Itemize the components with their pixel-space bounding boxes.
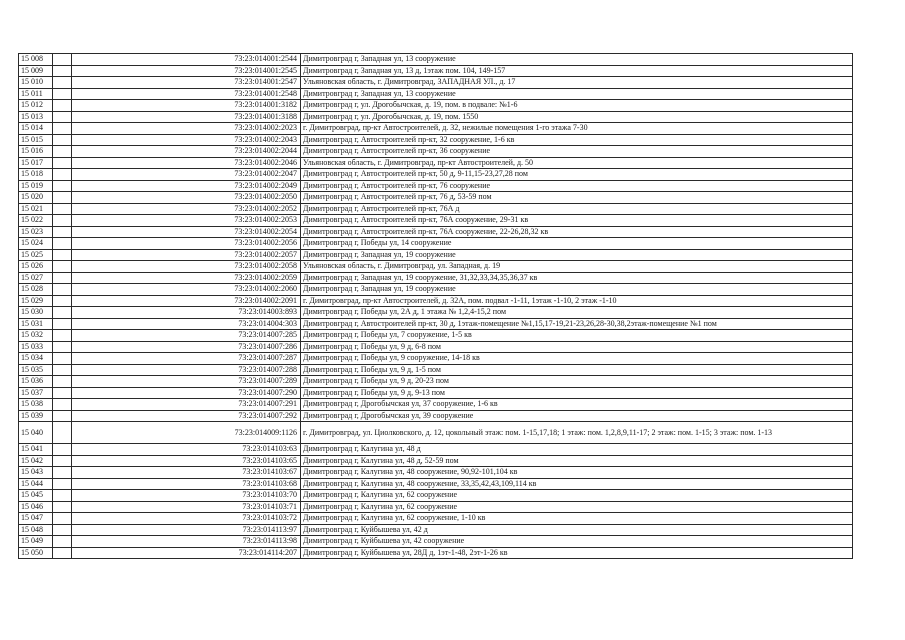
address-cell: Димитровград г, Автостроителей пр-кт, 36 сооружение	[301, 146, 853, 158]
empty-cell	[53, 180, 72, 192]
cadastral-number-cell: 73:23:014007:291	[72, 399, 301, 411]
table-row	[19, 146, 853, 158]
row-number-cell: 15 029	[19, 295, 53, 307]
address-cell: Димитровград г, Победы ул, 9 д, 1-5 пом	[301, 364, 853, 376]
row-number-cell: 15 048	[19, 524, 53, 536]
table-row	[19, 111, 853, 123]
empty-cell	[53, 238, 72, 250]
empty-cell	[53, 387, 72, 399]
table-row	[19, 261, 853, 273]
table-row	[19, 180, 853, 192]
row-number-cell: 15 050	[19, 547, 53, 559]
cadastral-number-cell: 73:23:014103:72	[72, 513, 301, 525]
table-row	[19, 295, 853, 307]
row-number-cell: 15 035	[19, 364, 53, 376]
table-row	[19, 192, 853, 204]
empty-cell	[53, 226, 72, 238]
row-number-cell: 15 032	[19, 330, 53, 342]
row-number-cell: 15 045	[19, 490, 53, 502]
row-number-cell: 15 014	[19, 123, 53, 135]
address-cell: Димитровград г, Автостроителей пр-кт, 76 д, 53-59 пом	[301, 192, 853, 204]
empty-cell	[53, 399, 72, 411]
cadastral-number-cell: 73:23:014001:3188	[72, 111, 301, 123]
table-row	[19, 226, 853, 238]
row-number-cell: 15 025	[19, 249, 53, 261]
table-row	[19, 318, 853, 330]
table-row	[19, 547, 853, 559]
cadastral-number-cell: 73:23:014113:98	[72, 536, 301, 548]
empty-cell	[53, 330, 72, 342]
row-number-cell: 15 031	[19, 318, 53, 330]
address-cell: г. Димитровград, ул. Циолковского, д. 12, цокольный этаж: пом. 1-15,17,18; 1 этаж: пом. 1,2,8,9,11-17; 2 этаж: пом. 1-15; 3 этаж: пом. 1-13	[301, 422, 853, 444]
empty-cell	[53, 444, 72, 456]
row-number-cell: 15 030	[19, 307, 53, 319]
address-cell: Димитровград г, Дрогобычская ул, 37 сооружение, 1-6 кв	[301, 399, 853, 411]
cadastral-number-cell: 73:23:014103:71	[72, 501, 301, 513]
row-number-cell: 15 023	[19, 226, 53, 238]
cadastral-number-cell: 73:23:014002:2050	[72, 192, 301, 204]
cadastral-number-cell: 73:23:014001:2547	[72, 77, 301, 89]
address-cell: Димитровград г, Западная ул, 19 сооружение	[301, 284, 853, 296]
row-number-cell: 15 034	[19, 353, 53, 365]
cadastral-number-cell: 73:23:014007:286	[72, 341, 301, 353]
cadastral-number-cell: 73:23:014007:287	[72, 353, 301, 365]
row-number-cell: 15 037	[19, 387, 53, 399]
empty-cell	[53, 249, 72, 261]
row-number-cell: 15 043	[19, 467, 53, 479]
address-cell: Димитровград г, Автостроителей пр-кт, 30 д, 1этаж-помещение №1,15,17-19,21-23,26,28-30,38,2этаж-помещение №1 пом	[301, 318, 853, 330]
address-cell: Димитровград г, Западная ул, 13 д, 1этаж пом. 104, 149-157	[301, 65, 853, 77]
address-cell: Димитровград г, Победы ул, 9 д, 20-23 пом	[301, 376, 853, 388]
empty-cell	[53, 111, 72, 123]
cadastral-number-cell: 73:23:014007:288	[72, 364, 301, 376]
cadastral-number-cell: 73:23:014002:2053	[72, 215, 301, 227]
address-cell: Димитровград г, Западная ул, 13 сооружение	[301, 88, 853, 100]
empty-cell	[53, 261, 72, 273]
empty-cell	[53, 203, 72, 215]
address-cell: Димитровград г, Калугина ул, 62 сооружение	[301, 490, 853, 502]
row-number-cell: 15 010	[19, 77, 53, 89]
address-cell: Димитровград г, Победы ул, 9 д, 6-8 пом	[301, 341, 853, 353]
empty-cell	[53, 410, 72, 422]
table-row	[19, 330, 853, 342]
cadastral-number-cell: 73:23:014007:290	[72, 387, 301, 399]
empty-cell	[53, 65, 72, 77]
address-cell: Димитровград г, Западная ул, 19 сооружение, 31,32,33,34,35,36,37 кв	[301, 272, 853, 284]
empty-cell	[53, 169, 72, 181]
row-number-cell: 15 038	[19, 399, 53, 411]
address-cell: Димитровград г, Победы ул, 7 сооружение, 1-5 кв	[301, 330, 853, 342]
address-cell: Димитровград г, Автостроителей пр-кт, 50 д, 9-11,15-23,27,28 пом	[301, 169, 853, 181]
cadastral-number-cell: 73:23:014002:2046	[72, 157, 301, 169]
table-row	[19, 376, 853, 388]
cadastral-number-cell: 73:23:014001:2548	[72, 88, 301, 100]
cadastral-number-cell: 73:23:014009:1126	[72, 422, 301, 444]
cadastral-number-cell: 73:23:014002:2091	[72, 295, 301, 307]
row-number-cell: 15 047	[19, 513, 53, 525]
empty-cell	[53, 422, 72, 444]
empty-cell	[53, 341, 72, 353]
cadastral-number-cell: 73:23:014114:207	[72, 547, 301, 559]
table-row	[19, 88, 853, 100]
cadastral-number-cell: 73:23:014001:3182	[72, 100, 301, 112]
cadastral-number-cell: 73:23:014003:893	[72, 307, 301, 319]
table-row	[19, 399, 853, 411]
cadastral-number-cell: 73:23:014002:2044	[72, 146, 301, 158]
table-row	[19, 215, 853, 227]
address-cell: Димитровград г, Победы ул, 9 д, 9-13 пом	[301, 387, 853, 399]
row-number-cell: 15 024	[19, 238, 53, 250]
address-cell: Димитровград г, Калугина ул, 62 сооружение	[301, 501, 853, 513]
cadastral-number-cell: 73:23:014007:289	[72, 376, 301, 388]
address-cell: Димитровград г, Калугина ул, 48 д	[301, 444, 853, 456]
row-number-cell: 15 018	[19, 169, 53, 181]
table-row	[19, 100, 853, 112]
empty-cell	[53, 455, 72, 467]
cadastral-number-cell: 73:23:014103:63	[72, 444, 301, 456]
empty-cell	[53, 490, 72, 502]
table-row	[19, 284, 853, 296]
empty-cell	[53, 307, 72, 319]
table-row	[19, 513, 853, 525]
row-number-cell: 15 026	[19, 261, 53, 273]
table-row	[19, 249, 853, 261]
cadastral-number-cell: 73:23:014002:2047	[72, 169, 301, 181]
empty-cell	[53, 134, 72, 146]
cadastral-number-cell: 73:23:014002:2058	[72, 261, 301, 273]
cadastral-number-cell: 73:23:014002:2057	[72, 249, 301, 261]
row-number-cell: 15 011	[19, 88, 53, 100]
address-cell: Димитровград г, Калугина ул, 62 сооружение, 1-10 кв	[301, 513, 853, 525]
address-cell: Димитровград г, Автостроителей пр-кт, 76А сооружение, 29-31 кв	[301, 215, 853, 227]
address-cell: Димитровград г, Калугина ул, 48 сооружение, 90,92-101,104 кв	[301, 467, 853, 479]
empty-cell	[53, 215, 72, 227]
cadastral-number-cell: 73:23:014001:2544	[72, 54, 301, 66]
cadastral-number-cell: 73:23:014007:292	[72, 410, 301, 422]
row-number-cell: 15 044	[19, 478, 53, 490]
row-number-cell: 15 017	[19, 157, 53, 169]
empty-cell	[53, 467, 72, 479]
table-row	[19, 455, 853, 467]
address-cell: Димитровград г, Куйбышева ул, 42 д	[301, 524, 853, 536]
empty-cell	[53, 146, 72, 158]
empty-cell	[53, 272, 72, 284]
row-number-cell: 15 039	[19, 410, 53, 422]
empty-cell	[53, 376, 72, 388]
empty-cell	[53, 284, 72, 296]
row-number-cell: 15 036	[19, 376, 53, 388]
empty-cell	[53, 88, 72, 100]
table-row	[19, 123, 853, 135]
cadastral-number-cell: 73:23:014103:67	[72, 467, 301, 479]
table-row	[19, 203, 853, 215]
empty-cell	[53, 54, 72, 66]
cadastral-number-cell: 73:23:014002:2023	[72, 123, 301, 135]
table-row	[19, 410, 853, 422]
empty-cell	[53, 536, 72, 548]
address-cell: Ульяновская область, г. Димитровград, ул. Западная, д. 19	[301, 261, 853, 273]
row-number-cell: 15 019	[19, 180, 53, 192]
row-number-cell: 15 027	[19, 272, 53, 284]
table-row	[19, 444, 853, 456]
address-cell: Ульяновская область, г. Димитровград, ЗАПАДНАЯ УЛ., д. 17	[301, 77, 853, 89]
address-cell: Димитровград г, Куйбышева ул, 28Д д, 1эт-1-48, 2эт-1-26 кв	[301, 547, 853, 559]
table-row	[19, 524, 853, 536]
cadastral-number-cell: 73:23:014002:2060	[72, 284, 301, 296]
empty-cell	[53, 157, 72, 169]
address-cell: Димитровград г, ул. Дрогобычская, д. 19, пом. в подвале: №1-6	[301, 100, 853, 112]
empty-cell	[53, 364, 72, 376]
address-cell: Димитровград г, Западная ул, 19 сооружение	[301, 249, 853, 261]
empty-cell	[53, 547, 72, 559]
address-cell: Димитровград г, Победы ул, 14 сооружение	[301, 238, 853, 250]
address-cell: г. Димитровград, пр-кт Автостроителей, д. 32, нежилые помещения 1-го этажа 7-30	[301, 123, 853, 135]
row-number-cell: 15 013	[19, 111, 53, 123]
row-number-cell: 15 049	[19, 536, 53, 548]
table-row	[19, 536, 853, 548]
table-row	[19, 501, 853, 513]
table-row	[19, 422, 853, 444]
registry-table-body	[19, 54, 853, 559]
empty-cell	[53, 100, 72, 112]
table-row	[19, 353, 853, 365]
registry-table	[18, 53, 853, 559]
cadastral-number-cell: 73:23:014103:65	[72, 455, 301, 467]
table-row	[19, 387, 853, 399]
empty-cell	[53, 353, 72, 365]
row-number-cell: 15 021	[19, 203, 53, 215]
address-cell: Ульяновская область, г. Димитровград, пр-кт Автостроителей, д. 50	[301, 157, 853, 169]
row-number-cell: 15 009	[19, 65, 53, 77]
table-row	[19, 238, 853, 250]
cadastral-number-cell: 73:23:014103:70	[72, 490, 301, 502]
table-row	[19, 307, 853, 319]
cadastral-number-cell: 73:23:014113:97	[72, 524, 301, 536]
address-cell: Димитровград г, Автостроителей пр-кт, 76 сооружение	[301, 180, 853, 192]
table-row	[19, 77, 853, 89]
row-number-cell: 15 016	[19, 146, 53, 158]
address-cell: Димитровград г, Автостроителей пр-кт, 76А д	[301, 203, 853, 215]
table-row	[19, 65, 853, 77]
row-number-cell: 15 028	[19, 284, 53, 296]
row-number-cell: 15 008	[19, 54, 53, 66]
empty-cell	[53, 295, 72, 307]
address-cell: Димитровград г, Дрогобычская ул, 39 сооружение	[301, 410, 853, 422]
address-cell: Димитровград г, Победы ул, 9 сооружение, 14-18 кв	[301, 353, 853, 365]
cadastral-number-cell: 73:23:014002:2043	[72, 134, 301, 146]
row-number-cell: 15 033	[19, 341, 53, 353]
row-number-cell: 15 015	[19, 134, 53, 146]
table-row	[19, 364, 853, 376]
cadastral-number-cell: 73:23:014103:68	[72, 478, 301, 490]
empty-cell	[53, 501, 72, 513]
table-row	[19, 478, 853, 490]
empty-cell	[53, 77, 72, 89]
row-number-cell: 15 042	[19, 455, 53, 467]
table-row	[19, 134, 853, 146]
table-row	[19, 490, 853, 502]
address-cell: Димитровград г, Калугина ул, 48 сооружение, 33,35,42,43,109,114 кв	[301, 478, 853, 490]
cadastral-number-cell: 73:23:014002:2049	[72, 180, 301, 192]
empty-cell	[53, 123, 72, 135]
table-row	[19, 169, 853, 181]
empty-cell	[53, 192, 72, 204]
address-cell: г. Димитровград, пр-кт Автостроителей, д. 32А, пом. подвал -1-11, 1этаж -1-10, 2 этаж -1-10	[301, 295, 853, 307]
empty-cell	[53, 524, 72, 536]
cadastral-number-cell: 73:23:014002:2059	[72, 272, 301, 284]
empty-cell	[53, 478, 72, 490]
empty-cell	[53, 513, 72, 525]
cadastral-number-cell: 73:23:014002:2054	[72, 226, 301, 238]
address-cell: Димитровград г, Западная ул, 13 сооружение	[301, 54, 853, 66]
table-row	[19, 54, 853, 66]
address-cell: Димитровград г, Куйбышева ул, 42 сооружение	[301, 536, 853, 548]
table-row	[19, 272, 853, 284]
address-cell: Димитровград г, Победы ул, 2А д, 1 этажа № 1,2,4-15,2 пом	[301, 307, 853, 319]
row-number-cell: 15 020	[19, 192, 53, 204]
row-number-cell: 15 012	[19, 100, 53, 112]
row-number-cell: 15 041	[19, 444, 53, 456]
address-cell: Димитровград г, Калугина ул, 48 д, 52-59 пом	[301, 455, 853, 467]
row-number-cell: 15 022	[19, 215, 53, 227]
row-number-cell: 15 046	[19, 501, 53, 513]
cadastral-number-cell: 73:23:014002:2052	[72, 203, 301, 215]
table-row	[19, 467, 853, 479]
table-row	[19, 341, 853, 353]
row-number-cell: 15 040	[19, 422, 53, 444]
table-row	[19, 157, 853, 169]
address-cell: Димитровград г, Автостроителей пр-кт, 32 сооружение, 1-6 кв	[301, 134, 853, 146]
cadastral-number-cell: 73:23:014002:2056	[72, 238, 301, 250]
address-cell: Димитровград г, Автостроителей пр-кт, 76А сооружение, 22-26,28,32 кв	[301, 226, 853, 238]
address-cell: Димитровград г, ул. Дрогобычская, д. 19, пом. 1550	[301, 111, 853, 123]
cadastral-number-cell: 73:23:014007:285	[72, 330, 301, 342]
empty-cell	[53, 318, 72, 330]
cadastral-number-cell: 73:23:014004:303	[72, 318, 301, 330]
cadastral-number-cell: 73:23:014001:2545	[72, 65, 301, 77]
